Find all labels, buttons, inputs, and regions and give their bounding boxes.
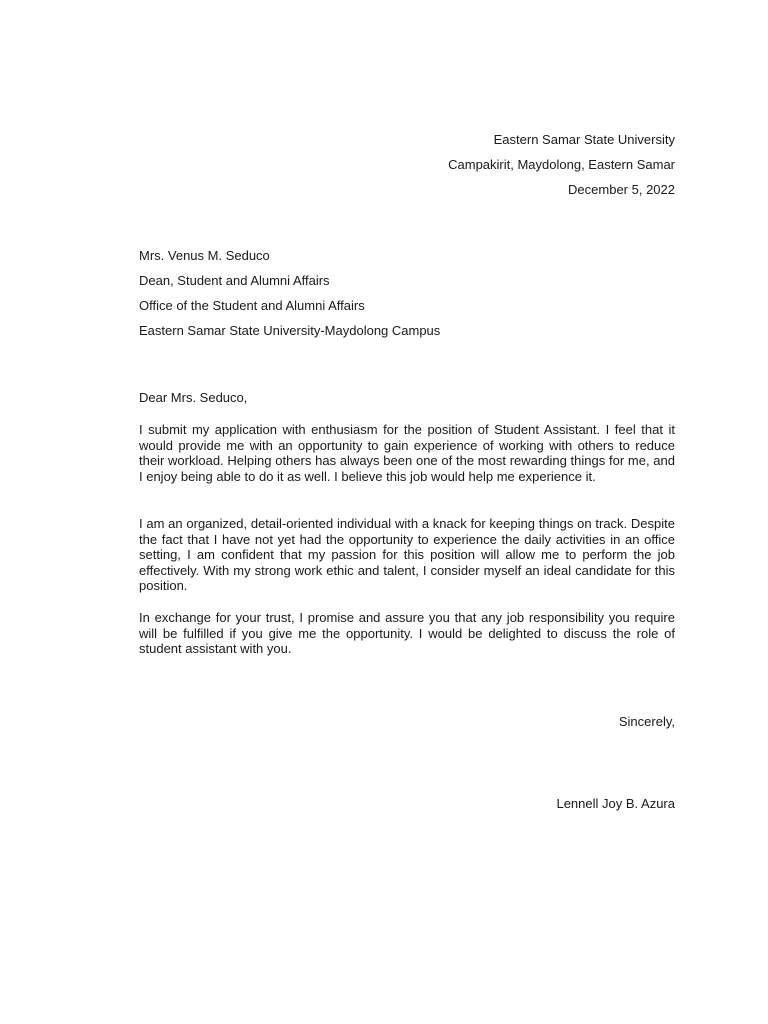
body-paragraph-2: I am an organized, detail-oriented individual with a knack for keeping things on track. Despite the fact that I have not yet had the opportunity to experience the daily activities in an office setting, I am confident that my passion for this position will allow me to perform the job effectively. With my strong work ethic and talent, I consider myself an ideal candidate for this position. bbox=[139, 516, 675, 593]
recipient-organization: Eastern Samar State University-Maydolong Campus bbox=[139, 323, 441, 338]
signature-name: Lennell Joy B. Azura bbox=[556, 796, 675, 811]
sender-address: Campakirit, Maydolong, Eastern Samar bbox=[448, 157, 675, 172]
recipient-office: Office of the Student and Alumni Affairs bbox=[139, 298, 365, 313]
closing: Sincerely, bbox=[618, 714, 675, 729]
body-paragraph-3: In exchange for your trust, I promise and assure you that any job responsibility you require will be fulfilled if you give me the opportunity. I would be delighted to discuss the role of student assistant with you. bbox=[139, 610, 675, 656]
salutation: Dear Mrs. Seduco, bbox=[139, 390, 248, 405]
letter-date: December 5, 2022 bbox=[568, 182, 675, 197]
recipient-name: Mrs. Venus M. Seduco bbox=[139, 248, 270, 263]
sender-institution: Eastern Samar State University bbox=[493, 132, 675, 147]
recipient-title: Dean, Student and Alumni Affairs bbox=[139, 273, 330, 288]
body-paragraph-1: I submit my application with enthusiasm for the position of Student Assistant. I feel that it would provide me with an opportunity to gain experience of working with others to reduce their workload. Helping others has always been one of the most rewarding things for me, and I enjoy being able to do it as well. I believe this job would help me experience it. bbox=[139, 422, 675, 484]
